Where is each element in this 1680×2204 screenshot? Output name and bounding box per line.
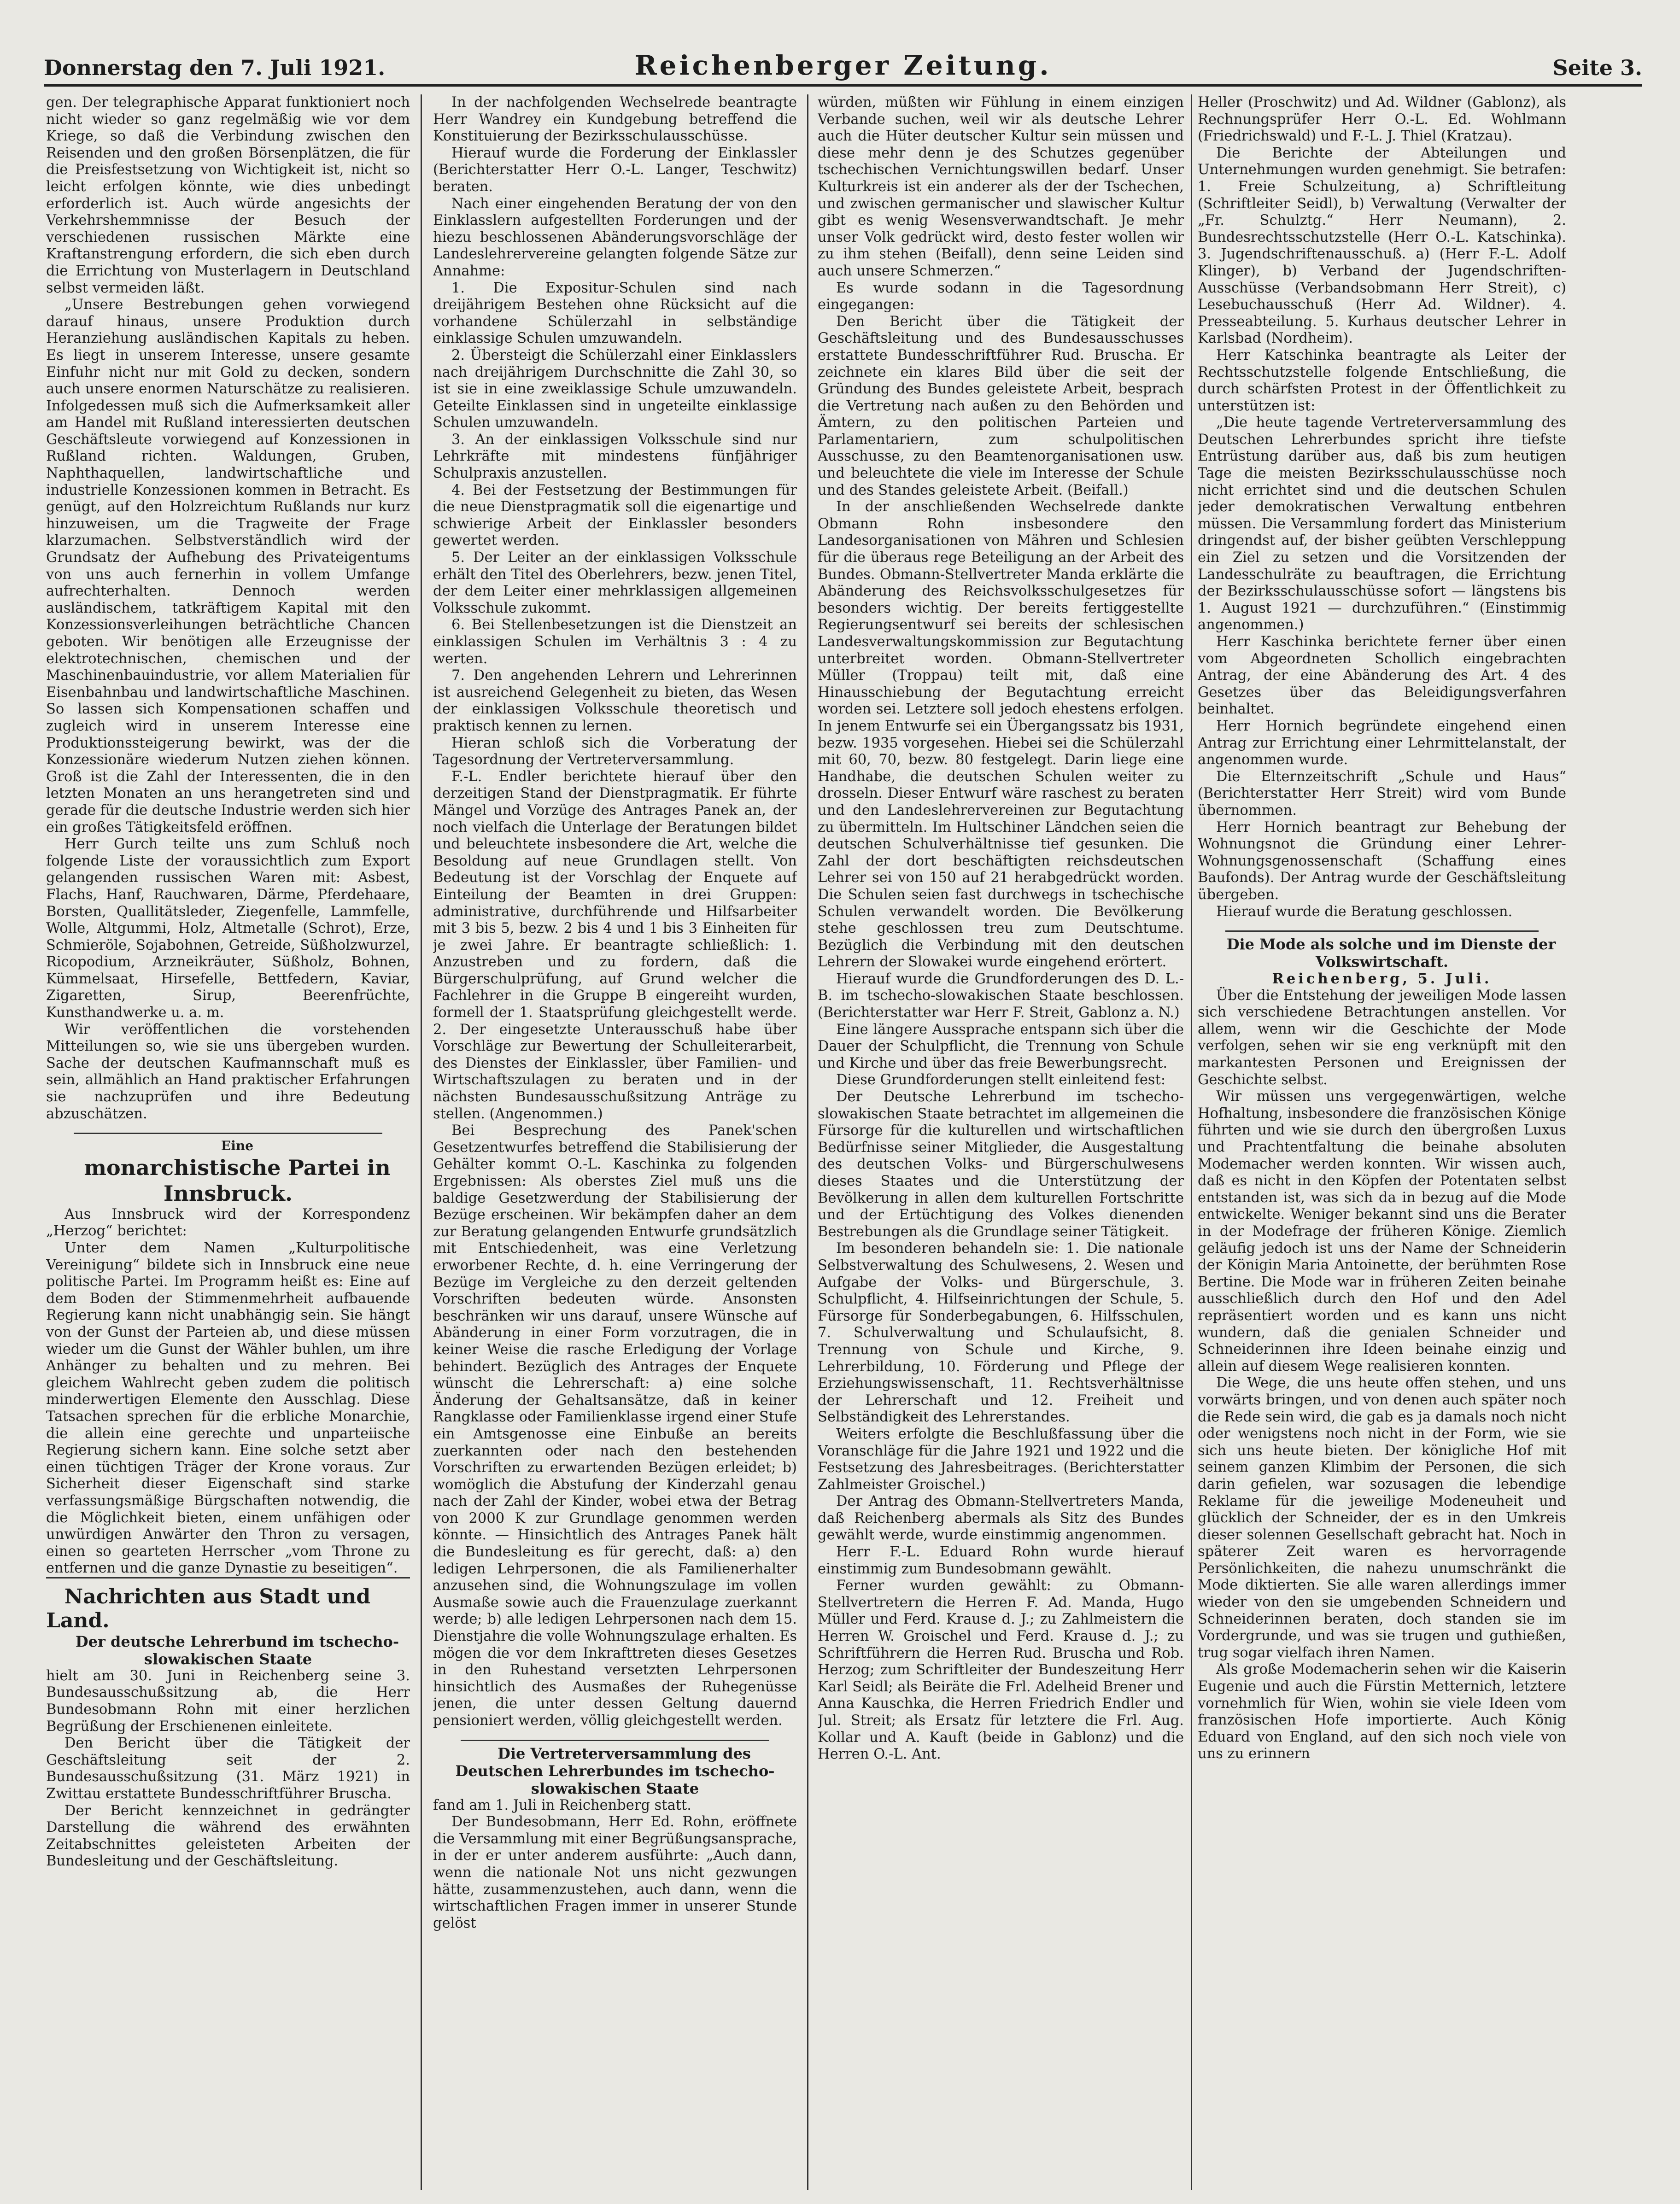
paragraph: Der Bericht kennzeichnet in gedrängter Darstellung die während des erwähnten Zeitabschnittes geleisteten Arbeiten der Bundesleitung und der Geschäftsleitung.	[46, 1802, 410, 1870]
paragraph: Diese Grundforderungen stellt einleitend fest:	[836, 1072, 1166, 1088]
article-headline: monarchistische Partei in Innsbruck.	[84, 1155, 391, 1206]
paragraph: Wir müssen uns vergegenwärtigen, welche Hofhaltung, insbesondere die französischen Könige führten und wie sie durch den übergroßen Luxus und Prachtentfaltung die beinahe absoluten Modemacher werden konnten. Wir wissen auch, daß es nicht in den Köpfen der Potentaten selbst entstanden ist, was sich da in bezug auf die Mode entwickelte. Weniger bekannt sind uns die Berater in der Modefrage der früheren Könige. Ziemlich geläufig jedoch ist uns der Name der Schneiderin der Königin Maria Antoinette, der berühmten Rose Bertine. Die Mode war in früheren Zeiten beinahe ausschließlich durch den Hof und den Adel repräsentiert worden und es kann uns nicht wundern, daß die genialen Schneider und Schneiderinnen ihre Ideen beinahe einzig und allein auf diesem Wege realisieren konnten.	[1198, 1088, 1566, 1374]
paragraph: 5. Der Leiter an der einklassigen Volksschule erhält den Titel des Oberlehrers, bezw. jenen Titel, der dem Leiter einer mehrklassigen allgemeinen Volksschule zukommt.	[433, 550, 797, 616]
article-subheading: Die Vertreterversammlung des Deutschen Lehrerbundes im tschecho-slowakischen Staate	[455, 1744, 775, 1797]
paragraph: Die Wege, die uns heute offen stehen, und uns vorwärts bringen, und von denen auch später noch die Rede sein wird, die gab es ja damals noch nicht oder wenigstens noch nicht in der Form, wie sie sich uns heute bieten. Der königliche Hof mit seinem ganzen Klimbim der Personen, die sich darin gefielen, war sozusagen die lebendige Reklame für die jeweilige Modeneuheit und glücklich der Schneider, der es in den Umkreis dieser solennen Gesellschaft gebracht hat. Noch in späterer Zeit waren es hervorragende Persönlichkeiten, die nahezu unumschränkt die Mode diktierten. Sie alle waren allerdings immer wieder von den sie umgebenden Schneidern und Schneiderinnen beraten, doch standen sie im Vordergrunde, und was sie trugen und guthießen, trug sogar vielfach ihren Namen.	[1198, 1375, 1566, 1661]
masthead	[44, 52, 1642, 87]
paragraph: Den Bericht über die Tätigkeit der Geschäftsleitung und des Bundesausschusses erstattete Bundesschriftführer Rud. Bruscha. Er zeichnete ein klares Bild über die seit der Gründung des Bundes geleistete Arbeit, besprach die Vertretung nach außen zu den Behörden und Ämtern, zu den politischen Parteien und Parlamentariern, zum schulpolitischen Ausschusse, zu den Beamtenorganisationen usw. und beleuchtete die viele im Interesse der Schule und des Standes geleistete Arbeit. (Beifall.)	[818, 313, 1184, 498]
column-1	[46, 94, 410, 2190]
paragraph: Herr Hornich begründete eingehend einen Antrag zur Errichtung einer Lehrmittelanstalt, der angenommen wurde.	[1198, 718, 1566, 768]
paragraph: 3. An der einklassigen Volksschule sind nur Lehrkräfte mit mindestens fünfjähriger Schulpraxis anzustellen.	[433, 431, 797, 482]
column-rule	[421, 94, 422, 2190]
paragraph: Der Deutsche Lehrerbund im tschecho-slowakischen Staate betrachtet im allgemeinen die Fürsorge für die kulturellen und wirtschaftlichen Bedürfnisse seiner Mitglieder, die Ausgestaltung des deutschen Volks- und Bürgerschulwesens dieses Staates und die Unterstützung der Bevölkerung in allen dem kulturellen Fortschritte und der Ertüchtigung des Volkes dienenden Bestrebungen als die Grundlage seiner Tätigkeit.	[818, 1089, 1184, 1240]
paragraph: Nach einer eingehenden Beratung der von den Einklasslern aufgestellten Forderungen und der hiezu beschlossenen Abänderungsvorschläge der Landeslehrervereine gelangten folgende Sätze zur Annahme:	[433, 195, 797, 279]
paragraph: Unter dem Namen „Kulturpolitische Vereinigung“ bildete sich in Innsbruck eine neue politische Partei. Im Programm heißt es: Eine auf dem Boden der Stimmenmehrheit aufbauende Regierung kann nicht unabhängig sein. Sie hängt von der Gunst der Parteien ab, und diese müssen wieder um die Gunst der Wähler buhlen, um ihre Anhänger zu behalten und zu mehren. Bei gleichem Wahlrecht geben zudem die politisch minderwertigen Elemente den Ausschlag. Diese Tatsachen sprechen für die erbliche Monarchie, die allein eine gerechte und unparteiische Regierung sichern kann. Eine solche setzt aber einen tüchtigen Träger der Krone voraus. Zur Sicherheit dieser Eigenschaft sind starke verfassungsmäßige Bürgschaften notwendig, die die Möglichkeit bieten, einem unfähigen oder unwürdigen Anwärter den Thron zu versagen, einen so gearteten Herrscher „vom Throne zu entfernen und die ganze Dynastie zu beseitigen“.	[46, 1240, 410, 1577]
column-rule	[807, 94, 808, 2190]
column-3	[818, 94, 1184, 2190]
paragraph: Der Antrag des Obmann-Stellvertreters Manda, daß Reichenberg abermals als Sitz des Bundes gewählt werde, wurde einstimmig angenommen.	[818, 1493, 1184, 1543]
article-divider	[74, 1133, 382, 1134]
newspaper-title: Reichenberger Zeitung.	[634, 50, 1052, 81]
paragraph: Im besonderen behandeln sie: 1. Die nationale Selbstverwaltung des Schulwesens, 2. Wesen und Aufgabe der Volks- und Bürgerschule, 3. Schulpflicht, 4. Hilfseinrichtungen der Schule, 5. Fürsorge für Sonderbegabungen, 6. Hilfsschulen, 7. Schulverwaltung und Schulaufsicht, 8. Trennung von Schule und Kirche, 9. Lehrerbildung, 10. Förderung und Pflege der Erziehungswissenschaft, 11. Rechtsverhältnisse der Lehrerschaft und 12. Freiheit und Selbständigkeit des Lehrerstandes.	[818, 1240, 1184, 1426]
paragraph: Über die Entstehung der jeweiligen Mode lassen sich verschiedene Betrachtungen anstellen. Vor allem, wenn wir die Geschichte der Mode verfolgen, sehen wir sie eng verknüpft mit den markantesten Personen und Ereignissen der Geschichte selbst.	[1198, 987, 1566, 1088]
paragraph: „Die heute tagende Vertreterversammlung des Deutschen Lehrerbundes spricht ihre tiefste Entrüstung darüber aus, daß bis zum heutigen Tage die meisten Bezirksschulausschüsse noch nicht errichtet sind und die deutschen Schulen jeder demokratischen Verwaltung entbehren müssen. Die Versammlung fordert das Ministerium dringendst auf, der bisher geübten Verschleppung ein Ziel zu setzen und die Vorsitzenden der Landesschulräte zu beauftragen, die Errichtung der Bezirksschulausschüsse sofort — längstens bis 1. August 1921 — durchzuführen.“ (Einstimmig angenommen.)	[1198, 415, 1566, 633]
paragraph: 1. Die Expositur-Schulen sind nach dreijährigem Bestehen ohne Rücksicht auf die vorhandene Schülerzahl in selbständige einklassige Schulen umzuwandeln.	[433, 280, 797, 347]
paragraph: Heller (Proschwitz) und Ad. Wildner (Gablonz), als Rechnungsprüfer Herr O.-L. Ed. Wohlmann (Friedrichswald) und F.-L. J. Thiel (Kratzau).	[1198, 94, 1566, 145]
article-kicker: Eine	[221, 1138, 254, 1154]
dateline: Reichenberg, 5. Juli.	[1272, 970, 1492, 988]
paragraph: Die Berichte der Abteilungen und Unternehmungen wurden genehmigt. Sie betrafen: 1. Freie Schulzeitung, a) Schriftleitung (Schriftleiter Seidl), b) Verwaltung (Verwalter der „Fr. Schulztg.“ Herr Neumann), 2. Bundesrechtsschutzstelle (Herr O.-L. Katschinka). 3. Jugendschriftenausschuß. a) (Herr F.-L. Adolf Klinger), b) Verband der Jugendschriften-Ausschüsse (Verbandsobmann Herr Streit), c) Lesebuchausschuß (Herr Ad. Wildner). 4. Presseabteilung. 5. Kurhaus deutscher Lehrer in Karlsbad (Nordheim).	[1198, 145, 1566, 347]
issue-date: Donnerstag den 7. Juli 1921.	[44, 55, 386, 80]
paragraph: Die Elternzeitschrift „Schule und Haus“ (Berichterstatter Herr Streit) wird vom Bunde übernommen.	[1198, 768, 1566, 818]
page-number: Seite 3.	[1552, 55, 1642, 80]
paragraph: Herr Gurch teilte uns zum Schluß noch folgende Liste der voraussichtlich zum Export gelangenden russischen Waren mit: Asbest, Flachs, Hanf, Rauchwaren, Därme, Pferdehaare, Borsten, Quallitätsleder, Ziegenfelle, Lammfelle, Wolle, Altgummi, Holz, Altmetalle (Schrot), Erze, Schmieröle, Sojabohnen, Getreide, Süßholzwurzel, Ricopodium, Arzneikräuter, Süßholz, Bohnen, Kümmelsaat, Hirsefelle, Bettfedern, Kaviar, Zigaretten, Sirup, Beerenfrüchte, Kunsthandwerke u. a. m.	[46, 836, 410, 1021]
paragraph: Weiters erfolgte die Beschlußfassung über die Voranschläge für die Jahre 1921 und 1922 und die Festsetzung des Jahresbeitrages. (Berichterstatter Zahlmeister Groischel.)	[818, 1426, 1184, 1493]
paragraph: Es wurde sodann in die Tagesordnung eingegangen:	[818, 280, 1184, 313]
paragraph: Hierauf wurde die Forderung der Einklassler (Berichterstatter Herr O.-L. Langer, Teschwitz) beraten.	[433, 145, 797, 195]
paragraph: Aus Innsbruck wird der Korrespondenz „Herzog“ berichtet:	[46, 1206, 410, 1239]
article-divider	[1225, 930, 1539, 932]
paragraph: „Unsere Bestrebungen gehen vorwiegend darauf hinaus, unsere Produktion durch Heranziehung ausländischen Kapitals zu heben. Es liegt in unserem Interesse, unsere gesamte Einfuhr nicht nur mit Gold zu decken, sondern auch unsere enormen Naturschätze zu realisieren. Infolgedessen muß sich die Aufmerksamkeit aller am Handel mit Rußland interessierten deutschen Geschäftsleute vorwiegend auf Konzessionen in Rußland richten. Waldungen, Gruben, Naphthaquellen, landwirtschaftliche und industrielle Konzessionen kommen in Betracht. Es genügt, auf den Holzreichtum Rußlands nur kurz hinzuweisen, um die Tragweite der Frage klarzumachen. Selbstverständlich wird der Grundsatz der Aufhebung des Privateigentums von uns auch fernerhin in vollem Umfange aufrechterhalten. Dennoch werden ausländischem, tatkräftigem Kapital mit den Konzessionsverleihungen beträchtliche Chancen geboten. Wir benötigen alle Erzeugnisse der elektrotechnischen, chemischen und der Maschinenbauindustrie, vor allem Materialien für Eisenbahnbau und landwirtschaftliche Maschinen. So lassen sich Kompensationen schaffen und zugleich wird in unserem Interesse eine Produktionssteigerung bewirkt, was der die Konzessionäre wiederum Nutzen ziehen können. Groß ist die Zahl der Interessenten, die in den letzten Monaten an uns herangetreten sind und gerade für die deutsche Industrie werden sich hier ein großes Tätigkeitsfeld eröffnen.	[46, 297, 410, 836]
paragraph: Als große Modemacherin sehen wir die Kaiserin Eugenie und auch die Fürstin Metternich, letztere vornehmlich für Wien, wohin sie viele Ideen vom französischen Hofe importierte. Auch König Eduard von England, auf den sich noch viele von uns zu erinnern	[1198, 1661, 1566, 1762]
paragraph: In der anschließenden Wechselrede dankte Obmann Rohn insbesondere den Landesorganisationen von Mähren und Schlesien für die überaus rege Beteiligung an der Arbeit des Bundes. Obmann-Stellvertreter Manda erklärte die Abänderung des Reichsvolksschulgesetzes für besonders wichtig. Der bereits fertiggestellte Regierungsentwurf sei bereits der schlesischen Landesverwaltungskommission zur Begutachtung unterbreitet worden. Obmann-Stellvertreter Müller (Troppau) teilt mit, daß eine Hinausschiebung der Begutachtung erreicht worden sei. Letztere soll jedoch ehestens erfolgen. In jenem Entwurfe sei ein Übergangssatz bis 1931, bezw. 1935 vorgesehen. Hiebei sei die Schülerzahl mit 60, 70, bezw. 80 festgelegt. Darin liege eine Handhabe, die deutschen Schulen weiter zu drosseln. Dieser Entwurf wäre raschest zu beraten und den Landeslehrervereinen zur Begutachtung zu übermitteln. Im Hultschiner Ländchen seien die deutschen Schulverhältnisse tief gesunken. Die Zahl der dort beschäftigten reichsdeutschen Lehrer sei von 150 auf 21 herabgedrückt worden. Die Schulen seien fast durchwegs in tschechische Schulen verwandelt worden. Die Bevölkerung stehe geschlossen treu zum Deutschtume. Bezüglich die Verbindung mit den deutschen Lehrern der Slowakei wurde eingehend erörtert.	[818, 499, 1184, 970]
paragraph: F.-L. Endler berichtete hierauf über den derzeitigen Stand der Dienstpragmatik. Er führte Mängel und Vorzüge des Antrages Panek an, der noch vielfach die Unterlage der Beratungen bildet und beleuchtete insbesondere die Art, welche die Besoldung auf neue Grundlagen stellt. Von Bedeutung ist der Vorschlag der Enquete auf Einteilung der Beamten in drei Gruppen: administrative, durchführende und Hilfsarbeiter mit 3 bis 5, bezw. 2 bis 4 und 1 bis 3 Einheiten für je zwei Jahre. Er beantragte schließlich: 1. Anzustreben und zu fordern, daß die Bürgerschulprüfung, auf Grund welcher die Fachlehrer in die Gruppe B eingereiht wurden, formell der 1. Staatsprüfung gleichgestellt werde. 2. Der eingesetzte Unterausschuß habe über Vorschläge zur Bewertung der Schulleiterarbeit, des Dienstes der Einklassler, über Familien- und Wirtschaftszulagen zu beraten und in der nächsten Bundesausschußsitzung Anträge zu stellen. (Angenommen.)	[433, 768, 797, 1122]
paragraph: Herr Katschinka beantragte als Leiter der Rechtsschutzstelle folgende Entschließung, die durch schärfsten Protest in der Öffentlichkeit zu unterstützen ist:	[1198, 347, 1566, 414]
column-rule	[1191, 94, 1192, 2190]
paragraph: 7. Den angehenden Lehrern und Lehrerinnen ist ausreichend Gelegenheit zu bieten, das Wesen der einklassigen Volksschule theoretisch und praktisch kennen zu lernen.	[433, 667, 797, 734]
paragraph: Wir veröffentlichen die vorstehenden Mitteilungen so, wie sie uns übergeben wurden. Sache der deutschen Kaufmannschaft muß es sein, allmählich an Hand praktischer Erfahrungen sie nachzuprüfen und ihre Bedeutung abzuschätzen.	[46, 1021, 410, 1122]
article-subheading: Die Mode als solche und im Dienste der Volkswirtschaft.	[1226, 935, 1556, 971]
column-4	[1198, 94, 1566, 2190]
paragraph: Eine längere Aussprache entspann sich über die Dauer der Schulpflicht, die Trennung von Schule und Kirche und über das freie Bewerbungsrecht.	[818, 1021, 1184, 1071]
paragraph: würden, müßten wir Fühlung in einem einzigen Verbande suchen, weil wir als deutsche Lehrer auch die Hüter deutscher Kultur sein müssen und diese mehr denn je des Schutzes gegenüber tschechischen Vernichtungswillen bedarf. Unser Kulturkreis ist ein anderer als der der Tschechen, und zwischen germanischer und slawischer Kultur gibt es wenig Wesensverwandtschaft. Je mehr unser Volk gedrückt wird, desto fester wollen wir zu ihm stehen (Beifall), denn seine Leiden sind auch unsere Schmerzen.“	[818, 94, 1184, 279]
paragraph: 6. Bei Stellenbesetzungen ist die Dienstzeit an einklassigen Schulen im Verhältnis 3 : 4 zu werten.	[433, 617, 797, 667]
paragraph: Den Bericht über die Tätigkeit der Geschäftsleitung seit der 2. Bundesausschußsitzung (31. März 1921) in Zwittau erstattete Bundesschriftführer Bruscha.	[46, 1735, 410, 1802]
paragraph: 4. Bei der Festsetzung der Bestimmungen für die neue Dienstpragmatik soll die eigenartige und schwierige Arbeit der Einklassler besonders gewertet werden.	[433, 482, 797, 549]
paragraph: fand am 1. Juli in Reichenberg statt.	[433, 1797, 691, 1813]
paragraph: Herr F.-L. Eduard Rohn wurde hierauf einstimmig zum Bundesobmann gewählt.	[818, 1544, 1184, 1577]
paragraph: hielt am 30. Juni in Reichenberg seine 3. Bundesausschußsitzung ab, die Herr Bundesobmann Rohn mit einer herzlichen Begrüßung der Erschienenen einleitete.	[46, 1667, 410, 1735]
paragraph: 2. Übersteigt die Schülerzahl einer Einklasslers nach dreijährigem Durchschnitte die Zahl 30, so ist sie in eine zweiklassige Schule umzuwandeln. Geteilte Einklassen sind in ungeteilte einklassige Schulen umzuwandeln.	[433, 347, 797, 431]
paragraph: Hierauf wurde die Beratung geschlossen.	[1216, 903, 1513, 920]
article-divider	[461, 1740, 769, 1741]
paragraph: Hierauf wurde die Grundforderungen des D. L.-B. im tschecho-slowakischen Staate beschlossen. (Berichterstatter war Herr F. Streit, Gablonz a. N.)	[818, 970, 1184, 1021]
section-heading: Nachrichten aus Stadt und Land.	[46, 1577, 410, 1633]
paragraph: Der Bundesobmann, Herr Ed. Rohn, eröffnete die Versammlung mit einer Begrüßungsansprache, in der er unter anderem ausführte: „Auch dann, wenn die nationale Not uns nicht gezwungen hätte, zusammenzustehen, auch dann, wenn die wirtschaftlichen Fragen immer in unserer Stunde gelöst	[433, 1814, 797, 1931]
column-2	[433, 94, 797, 2190]
paragraph: Hieran schloß sich die Vorberatung der Tagesordnung der Vertreterversammlung.	[433, 735, 797, 768]
paragraph: Ferner wurden gewählt: zu Obmann-Stellvertretern die Herren F. Ad. Manda, Hugo Müller und Ferd. Krause d. J.; zu Zahlmeistern die Herren W. Groischel und Ferd. Krause d. J.; zu Schriftführern die Herren Rud. Bruscha und Rob. Herzog; zum Schriftleiter der Bundeszeitung Herr Karl Seidl; als Beiräte die Frl. Adelheid Brener und Anna Kauschka, die Herren Friedrich Endler und Jul. Streit; als Ersatz für letztere die Frl. Aug. Kollar und A. Kauft (beide in Gablonz) und die Herren O.-L. Ant.	[818, 1578, 1184, 1763]
paragraph: Bei Besprechung des Panek'schen Gesetzentwurfes betreffend die Stabilisierung der Gehälter kommt O.-L. Kaschinka zu folgenden Ergebnissen: Als oberstes Ziel muß uns die baldige Gesetzwerdung der Stabilisierung der Bezüge erscheinen. Wir bekämpfen daher an dem zur Beratung gelangenden Entwurfe grundsätzlich mit Entschiedenheit, was eine Verletzung erworbener Rechte, d. h. eine Verringerung der Bezüge im Vergleiche zu den derzeit geltenden Vorschriften bedeuten würde. Ansonsten beschränken wir uns darauf, unsere Wünsche auf Abänderung in einer Form vorzutragen, die in keiner Weise die rasche Erledigung der Vorlage behindert. Bezüglich des Antrages der Enquete wünscht die Lehrerschaft: a) eine solche Änderung der Gehaltsansätze, daß in keiner Rangklasse oder Familienklasse irgend einer Stufe ein Amtsgenosse eine Einbuße an bereits zuerkannten oder nach den bestehenden Vorschriften zu erwartenden Bezügen erleidet; b) womöglich die Abstufung der Kinderzahl genau nach der Zahl der Kinder, wobei etwa der Betrag von 2000 K zur Grundlage genommen werden könnte. — Hinsichtlich des Antrages Panek hält die Bundesleitung es für gerecht, daß: a) den ledigen Lehrpersonen, die als Familienerhalter anzusehen sind, die Wohnungszulage im vollen Ausmaße sowie auch die Frauenzulage zuerkannt werde; b) alle ledigen Lehrpersonen nach dem 15. Dienstjahre die volle Wohnungszulage erhalten. Es mögen die vor dem Inkrafttreten dieses Gesetzes in den Ruhestand versetzten Lehrpersonen hinsichtlich des Ausmaßes der Ruhegenüsse jenen, die unter dessen Geltung dauernd pensioniert werden, völlig gleichgestellt werden.	[433, 1122, 797, 1729]
paragraph: Herr Hornich beantragt zur Behebung der Wohnungsnot die Gründung einer Lehrer-Wohnungsgenossenschaft (Schaffung eines Baufonds). Der Antrag wurde der Geschäftsleitung übergeben.	[1198, 819, 1566, 903]
paragraph: In der nachfolgenden Wechselrede beantragte Herr Wandrey ein Kundgebung betreffend die Konstituierung der Bezirksschulausschüsse.	[433, 94, 797, 145]
paragraph: gen. Der telegraphische Apparat funktioniert noch nicht wieder so ganz regelmäßig wie vor dem Kriege, so daß die Verbindung zwischen den Reisenden und den großen Börsenplätzen, die für die Preisfestsetzung von Wichtigkeit ist, nicht so leicht erfolgen könnte, wie dies unbedingt erforderlich ist. Auch würde angesichts der Verkehrshemmnisse der Besuch der verschiedenen russischen Märkte eine Kraftanstrengung erfordern, die sich eben durch die Errichtung von Musterlagern in Deutschland selbst vermeiden läßt.	[46, 94, 410, 296]
article-subheading: Der deutsche Lehrerbund im tschecho-slowakischen Staate	[75, 1632, 399, 1668]
paragraph: Herr Kaschinka berichtete ferner über einen vom Abgeordneten Schollich eingebrachten Antrag, der eine Abänderung des Art. 4 des Gesetzes über das Beleidigungsverfahren beinhaltet.	[1198, 634, 1566, 718]
